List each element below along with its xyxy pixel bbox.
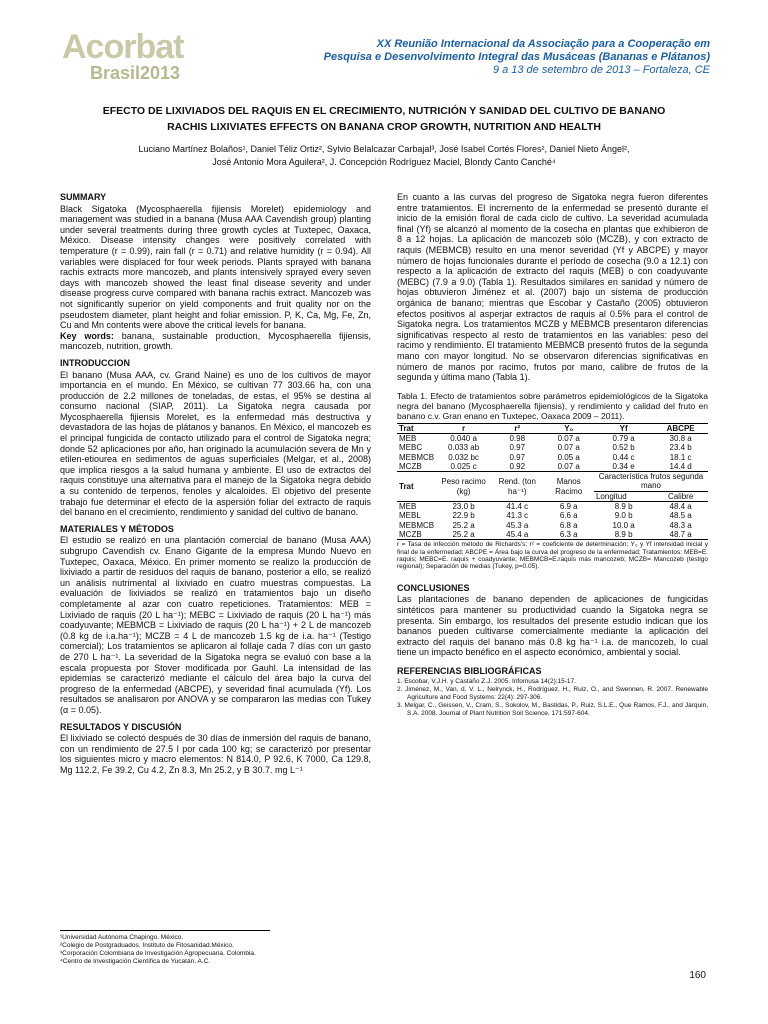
methods-text: El estudio se realizó en una plantación comercial de banano (Musa AAA) subgrupo Cavendish cv. Enano Gigante de la empresa Mundo Nuevo en Tuxtepec, Oaxaca, México. En primer momento se realizo la producción de lixiviado a partir de residuos del raquis de banano, posterior a ello, se realizó un análisis nutrimental al lixiviado en cuatro muestras compuestas. La evaluación de lixiviados se realizó en tratamientos bajo un diseño completamente al azar con cuatro repeticiones. Tratamientos: MEB = Lixiviado de raquis (20 L ha⁻¹); MEBC = Lixiviado de raquis (20 L ha⁻¹) más coadyuvante; MEBMCB = Lixiviado de raquis (20 L ha⁻¹) + 2 L de mancozeb (0.8 kg de i.a.ha⁻¹); MCZB = 4 L de mancozeb 1.5 kg de i.a. ha⁻¹ (Testigo comercial); Los tratamientos se aplicaron al follaje cada 7 días con un gasto de 270 L ha⁻¹. La severidad de la Sigatoka negra se evaluó con base a la escala propuesta por Stover modificada por Gauhl. La intensidad de las epidemias se caracterizó mediante el cálculo del área bajo la curva del progreso de la enfermedad (ABCPE), y severidad final acumulada (Yf). Los resultados se analisaron por ANOVA y se compararon las medias con Tukey (α = 0.05). bbox=[60, 535, 371, 715]
table-cell: 8.9 b bbox=[594, 530, 653, 540]
table-cell: 8.9 b bbox=[594, 502, 653, 512]
table-cell: 23.4 b bbox=[669, 443, 692, 453]
intro-heading: INTRODUCCION bbox=[60, 357, 130, 368]
page-number: 160 bbox=[689, 970, 706, 981]
table-cell: 10.0 a bbox=[612, 520, 635, 530]
title-spanish: EFECTO DE LIXIVIADOS DEL RAQUIS EN EL CRECIMIENTO, NUTRICIÓN Y SANIDAD DEL CULTIVO DE BANANO bbox=[102, 105, 666, 117]
table-cell: 0.033 ab bbox=[448, 443, 480, 453]
footnote-item: ²Colegio de Postgraduados. Instituto de Fitosanidad.México. bbox=[60, 942, 234, 949]
table-cell: 22.9 b bbox=[452, 511, 475, 521]
table-row bbox=[397, 521, 708, 530]
table-cell: 45.3 a bbox=[506, 520, 529, 530]
results-heading: RESULTADOS Y DISCUSIÓN bbox=[60, 721, 182, 732]
t1-head-y0: Y₀ bbox=[543, 423, 594, 433]
results-table bbox=[397, 423, 708, 541]
table-cell: 6.6 a bbox=[559, 511, 578, 521]
acorbat-logo bbox=[62, 30, 192, 85]
keywords bbox=[60, 331, 371, 352]
t1-head-r2: r² bbox=[491, 423, 543, 433]
header-line-1: XX Reunião Internacional da Associação para a Cooperação em bbox=[376, 38, 710, 50]
footnote-divider bbox=[60, 930, 270, 931]
table-cell: 0.79 a bbox=[612, 433, 635, 443]
table-cell: 0.97 bbox=[509, 443, 526, 453]
table-cell: 0.07 a bbox=[557, 433, 580, 443]
header-line-3: 9 a 13 de setembro de 2013 – Fortaleza, CE bbox=[492, 64, 710, 76]
table-cell: 0.98 bbox=[509, 433, 526, 443]
t2-head-calibre: Calibre bbox=[667, 491, 694, 501]
table-cell: MEBMCB bbox=[399, 452, 435, 462]
table-cell: 0.032 bc bbox=[448, 452, 479, 462]
table-cell: 45.4 a bbox=[491, 530, 543, 540]
paper-title bbox=[60, 103, 708, 135]
t1-head-yf: Yf bbox=[594, 423, 653, 433]
table-cell: MEB bbox=[399, 433, 417, 443]
table-cell: 23.0 b bbox=[436, 502, 491, 512]
table-cell: MCZB bbox=[397, 462, 436, 472]
table-row bbox=[397, 511, 708, 520]
t1-head-abcpe: ABCPE bbox=[653, 423, 708, 433]
references-heading: REFERENCIAS BIBLIOGRÁFICAS bbox=[397, 666, 542, 677]
table-row bbox=[397, 530, 708, 540]
keywords-label: Key words: bbox=[60, 330, 114, 341]
table-cell: 0.34 e bbox=[594, 462, 653, 472]
logo-word-2: Brasil2013 bbox=[90, 63, 181, 83]
table-row bbox=[397, 433, 708, 443]
table-cell: 9.0 b bbox=[614, 511, 633, 521]
table-cell: 48.4 a bbox=[653, 502, 708, 512]
table-cell: 0.05 a bbox=[557, 452, 580, 462]
references-list bbox=[397, 678, 708, 718]
table-cell: MEB bbox=[397, 502, 436, 512]
conference-header bbox=[324, 38, 710, 77]
table-cell: MEBMCB bbox=[399, 520, 435, 530]
left-column bbox=[60, 192, 371, 775]
authors-line-2: José Antonio Mora Aguilera², J. Concepción Rodríguez Maciel, Blondy Canto Canché⁴ bbox=[212, 157, 556, 167]
table-cell: 41.3 c bbox=[506, 511, 529, 521]
t1-head-r: r bbox=[436, 423, 491, 433]
table-cell: 30.8 a bbox=[669, 433, 692, 443]
reference-item: 1. Escobar, V.J.H. y Castaño Z.J. 2005. Infomusa 14(2):15-17. bbox=[397, 677, 576, 685]
table-cell: 25.2 a bbox=[436, 530, 491, 540]
table-row bbox=[397, 502, 708, 512]
table-cell: 14.4 d bbox=[653, 462, 708, 472]
table-cell: 25.2 a bbox=[452, 520, 475, 530]
table-cell: 48.3 a bbox=[669, 520, 692, 530]
table-cell: MEBC bbox=[399, 443, 423, 453]
footnote-item: ³Corporación Colombiana de Investigación Agropecuaria. Colombia. bbox=[60, 950, 256, 957]
t2-head-longitud: Longitud bbox=[595, 491, 627, 501]
affiliation-footnotes bbox=[60, 934, 256, 966]
table-caption: Tabla 1. Efecto de tratamientos sobre parámetros epidemiológicos de la Sigatoka negra del banano (Mycosphaerella fijiensis), y rendimiento y calidad del fruto en banano c.v. Gran enano en Tuxtepec, Oaxaca 2009 – 2011). bbox=[397, 390, 708, 421]
t2-head-caracteristica: Característica frutos segunda mano bbox=[594, 472, 708, 492]
table-row bbox=[397, 453, 708, 462]
header-line-2: Pesquisa e Desenvolvimento Integral das Musáceas (Bananas e Plátanos) bbox=[323, 51, 710, 63]
table-cell: 0.025 c bbox=[436, 462, 491, 472]
footnote-item: ¹Universidad Autónoma Chapingo. México. bbox=[60, 934, 184, 941]
intro-text: El banano (Musa AAA, cv. Grand Naine) es uno de los cultivos de mayor importancia en el mundo. En México, se cultivan 77 303.66 ha, con una producción de 2.2 millones de toneladas, de estas, el 95% se destina al consumo nacional (SIAP, 2011). La Sigatoka negra causada por Mycosphaerella fijiensis Morelet, es la enfermedad más destructiva y devastadora de las hojas de plátanos y bananos. En México, el mancozeb es el principal fungicida de contacto utilizado para el control de Sigatoka negra; donde 52 aplicaciones por año, han originado la acumulación severa de Mn y etilen-etiourea en sedimentos de aguas superficiales (Melgar, et al., 2008) que implica riesgos a la salud humana y ambiente. El uso de extractos del raquis constituye una alternativa para el manejo de la Sigatoka negra debido a su contenido de terpenos, fenoles y alcaloides. El objetivo del presente trabajo fue determinar el efecto de la aspersión foliar del extracto de raquis del banano en el crecimiento, rendimiento y sanidad del cultivo de banano. bbox=[60, 369, 371, 518]
table-cell: 0.07 a bbox=[543, 462, 594, 472]
table-cell: 18.1 c bbox=[669, 452, 692, 462]
footnote-item: ⁴Centro de Investigación Científica de Yucatán. A.C. bbox=[60, 958, 211, 965]
table-row bbox=[397, 443, 708, 452]
right-column bbox=[397, 192, 708, 718]
table-cell: 0.92 bbox=[491, 462, 543, 472]
summary-heading: SUMMARY bbox=[60, 192, 107, 202]
conclusions-heading: CONCLUSIONES bbox=[397, 582, 470, 593]
table-row bbox=[397, 462, 708, 472]
table-cell: 0.52 b bbox=[612, 443, 635, 453]
table-cell: 6.8 a bbox=[559, 520, 578, 530]
table-cell: 41.4 c bbox=[491, 502, 543, 512]
authors-line-1: Luciano Martínez Bolaños¹, Daniel Téliz Ortiz², Sylvio Belalcazar Carbajal³, José Isabel Cortés Flores², Daniel Nieto Ángel², bbox=[138, 144, 630, 154]
conclusions-text: Las plantaciones de banano dependen de aplicaciones de fungicidas sintéticos para mantener su productividad cuando la Sigatoka negra se presenta. Sin embargo, los resultados del presente estudio indican que los bananos pueden cultivarse comercialmente mediante la aplicación del extracto del raquis del banano más 0.8 kg ha⁻¹ i.a. de mancozeb, lo cual tiene un impacto benéfico en el aspecto económico, ambiental y social. bbox=[397, 594, 708, 658]
table-cell: 6.9 a bbox=[543, 502, 594, 512]
table-cell: 48.7 a bbox=[653, 530, 708, 540]
results-text: El lixiviado se colectó después de 30 días de inmersión del raquis de banano, con un rendimiento de 27.5 l por cada 100 kg; se caracterizó por presentar los siguientes micro y macro elementos: N 814.0, P 92.6, K 7000, Ca 129.8, Mg 112.2, Fe 39.2, Cu 4.2, Zn 8.3, Mn 25.2, y B 30.7. mg L⁻¹ bbox=[60, 733, 371, 775]
t1-head-trat: Trat bbox=[397, 423, 436, 433]
table-cell: 0.040 a bbox=[450, 433, 477, 443]
table-cell: 6.3 a bbox=[543, 530, 594, 540]
t2-head-trat: Trat bbox=[399, 481, 414, 491]
methods-heading: MATERIALES Y MÉTODOS bbox=[60, 523, 174, 534]
keywords-text: banana, sustainable production, Mycosphaerella fijiensis, mancozeb, nutrition, growth. bbox=[60, 330, 371, 352]
t2-head-rend: Rend. (ton ha⁻¹) bbox=[498, 477, 536, 496]
table-cell: 0.07 a bbox=[557, 443, 580, 453]
summary-text: Black Sigatoka (Mycosphaerella fijiensis Morelet) epidemiology and management was studied in a banana (Musa AAA Cavendish group) planting under several treatments during three growth cycles at Tuxtepec, Oaxaca, México. Disease intensity changes were positively correlated with temperature (r = 0.99), rain fall (r = 0.71) and relative humidity (r = 0.94). All variables were displaced for four week periods. Plants sprayed with banana rachis extracts more mancozeb, and plants intensively sprayed every seven days with mancozeb showed the least final disease severity and under disease progress curve compared with banana rachis extract. Mancozeb was not significantly superior on yield components and fruit quality nor on the pseudostem diameter, plant height and foliar emission. P, K, Ca, Mg, Fe, Zn, Cu and Mn contents were above the critical levels for banana. bbox=[60, 203, 371, 331]
discussion-text: En cuanto a las curvas del progreso de Sigatoka negra fueron diferentes entre tratamientos. El incremento de la enfermedad se presentó durante el inicio de la emisión floral de cada ciclo de cultivo. La severidad acumulada final (Yf) se alcanzó al momento de la cosecha en plantas que exhibieron de 8 a 12 hojas. La aplicación de mancozeb sólo (MCZB), y con extracto de raquis (MEBMCB) resulto en una menor severidad (Yf y ABCPE) y mayor número de hojas funcionales durante el período de cosecha (9.0 a 12.1) con respecto a la aplicación de extracto del raquis (MEB) o con coadyuvante (MEBC) (7.9 a 9.0) (Tabla 1). Resultados similares en sanidad y número de hojas obtuvieron Jiménez et al. (2007) bajo un sistema de producción orgánica de banano; mientras que Escobar y Castaño (2005) obtuvieron efectos positivos al asperjar extractos de raquis al 0.5% para el control de Sigatoka negra. Los tratamientos MCZB y MEBMCB presentaron diferencias significativas respecto al resto de tratamientos en las variables: peso del racimo y rendimiento. El tratamiento MEBMCB presentó frutos de la segunda mano con mayor longitud. No se observaron diferencias significativas en número de manos por racimo, frutos por mano, calibre de frutos de la segunda y última mano (Tabla 1). bbox=[397, 192, 708, 383]
reference-item: 3. Melgar, C., Geissen, V., Cram, S., Sokolov, M., Bastidas, P., Ruiz, S.L.E., Que Ramos, F.J., and Jarquin, S.A. 2008. Journal of Plant Nutrition Soil Science. 171:597-604. bbox=[397, 701, 708, 717]
t2-head-manos: Manos Racimo bbox=[555, 477, 583, 496]
table-cell: MEBL bbox=[399, 511, 421, 521]
table-cell: 48.5 a bbox=[669, 511, 692, 521]
reference-item: 2. Jiménez, M., Van, d. V. L., Nelrynck, H., Rodríguez, H., Ruiz, O., and Swennen, R. 2007. Renewable Agriculture and Food Systems: 22(4): 297-306. bbox=[397, 685, 708, 701]
table-cell: MCZB bbox=[397, 530, 436, 540]
t2-head-peso: Peso racimo (kg) bbox=[441, 477, 486, 496]
table-cell: 0.44 c bbox=[612, 452, 635, 462]
table-cell: 0.97 bbox=[509, 452, 526, 462]
logo-word-1: Acorbat bbox=[62, 28, 184, 66]
title-english: RACHIS LIXIVIATES EFFECTS ON BANANA CROP GROWTH, NUTRITION AND HEALTH bbox=[167, 121, 601, 133]
table-note: r = Tasa de infección método de Richards's; r² = coeficiente de determinación; Y₀ y Yf intensidad inicial y final de la enfermedad; ABCPE = Área bajo la curva del progreso de la enfermedad; Tratamientos: MEB=E. raquis; MEBC=E. raquis + coadyuvante; MEBMCB=E.raquis más mancozeb; MCZB= Mancozeb (testigo regional); Separación de medias (Tukey, p=0.05). bbox=[397, 541, 708, 571]
author-list bbox=[60, 143, 708, 169]
